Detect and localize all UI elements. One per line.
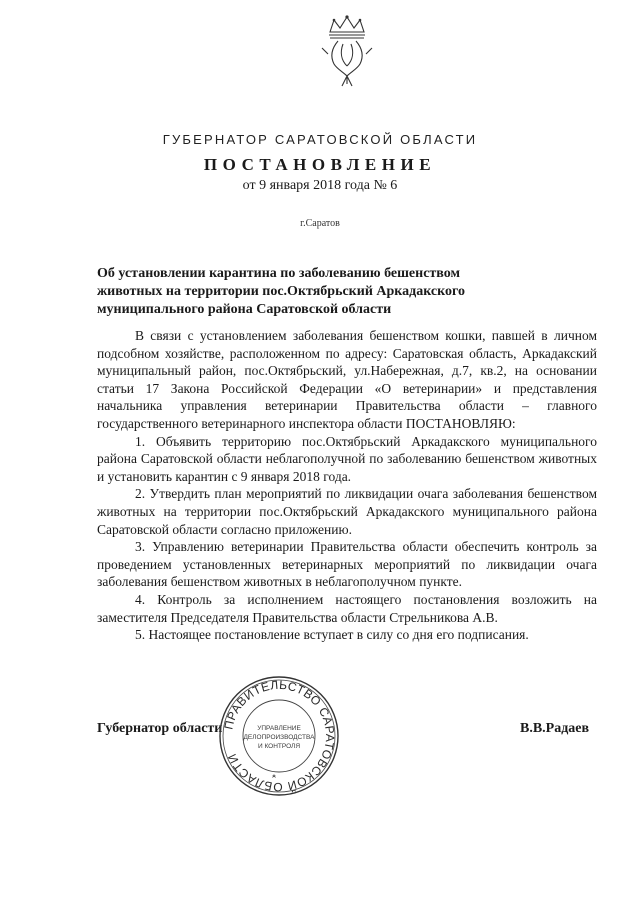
seal-inner-line: И КОНТРОЛЯ: [257, 743, 301, 750]
seal-ring-text-path: ПРАВИТЕЛЬСТВО САРАТОВСКОЙ ОБЛАСТИ: [221, 677, 338, 795]
subject-line: муниципального района Саратовской области: [97, 302, 392, 317]
document-date-number: от 9 января 2018 года № 6: [242, 178, 398, 193]
document-city: г.Саратов: [300, 218, 340, 229]
crown-emblem-icon: [318, 14, 376, 88]
signatory-name: В.В.Радаев: [520, 721, 590, 736]
signatory-position: Губернатор области: [97, 721, 223, 736]
official-seal-stamp: [217, 674, 341, 798]
clause-3: 3. Управлению ветеринарии Правительства области обеспечить контроль за проведением установленных ветеринарных мероприятий по ликвидации очага заболевания бешенством животных в неблагополучном пункте.: [97, 539, 597, 590]
clause-5: 5. Настоящее постановление вступает в силу со дня его подписания.: [135, 627, 529, 643]
clause-4: 4. Контроль за исполнением настоящего постановления возложить на заместителя Председателя Правительства области Стрельникова А.В.: [97, 591, 597, 625]
seal-inner-line: УПРАВЛЕНИЕ: [257, 725, 301, 732]
subject-line: Об установлении карантина по заболеванию бешенством: [97, 266, 461, 281]
seal-star-icon: [272, 774, 276, 778]
document-subject: [97, 265, 517, 319]
clause-2: 2. Утвердить план мероприятий по ликвидации очага заболевания бешенством животных на территории пос.Октябрьский Аркадакского муниципального района Саратовской области согласно приложению.: [97, 486, 597, 537]
seal-inner-line: ДЕЛОПРОИЗВОДСТВА: [243, 734, 315, 741]
document-body: [97, 327, 597, 644]
issuing-authority: ГУБЕРНАТОР САРАТОВСКОЙ ОБЛАСТИ: [162, 132, 478, 147]
clause-1: 1. Объявить территорию пос.Октябрьский Аркадакского муниципального района Саратовской области неблагополучной по заболеванию бешенством животных и установить карантин с 9 января 2018 года.: [97, 433, 597, 484]
subject-line: животных на территории пос.Октябрьский Аркадакского: [97, 284, 466, 299]
preamble-paragraph: В связи с установлением заболевания бешенством кошки, павшей в личном подсобном хозяйстве, расположенном по адресу: Саратовская область, Аркадакский муниципальный район, пос.Октябрьский, ул.Набережная, д.7, кв.2, на основании статьи 17 Закона Российской Федерации «О ветеринарии» и представления начальника управления ветеринарии Правительства области – главного государственного ветеринарного инспектора области ПОСТАНОВЛЯЮ:: [97, 328, 597, 431]
document-type: ПОСТАНОВЛЕНИЕ: [203, 155, 437, 174]
